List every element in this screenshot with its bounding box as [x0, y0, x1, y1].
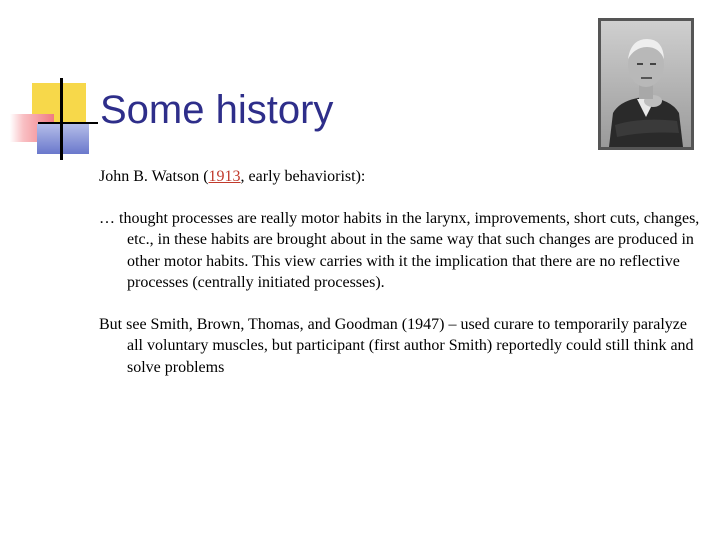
decoration-blue-square	[37, 124, 89, 154]
watson-quote: … thought processes are really motor habits in the larynx, improvements, short cuts, changes, etc., in these habits are brought about in the same way that such changes are produced in other motor habits. This view carries with it the implication that there are no reflective processes (centrally initiated processes).	[99, 209, 700, 291]
watson-line-start: John B. Watson (	[99, 168, 209, 185]
decoration-horizontal-line	[38, 122, 98, 124]
year-link[interactable]: 1913	[208, 168, 241, 185]
portrait-image	[601, 21, 691, 147]
watson-line	[99, 166, 704, 188]
slide-title: Some history	[100, 88, 334, 132]
smith-paragraph: But see Smith, Brown, Thomas, and Goodman (1947) – used curare to temporarily paralyze all voluntary muscles, but participant (first author Smith) reportedly could still think and solve problems	[99, 315, 694, 376]
portrait-photo	[598, 18, 694, 150]
decoration-vertical-line	[60, 78, 63, 160]
slide-body	[99, 166, 704, 378]
watson-line-end: , early behaviorist):	[240, 168, 366, 185]
